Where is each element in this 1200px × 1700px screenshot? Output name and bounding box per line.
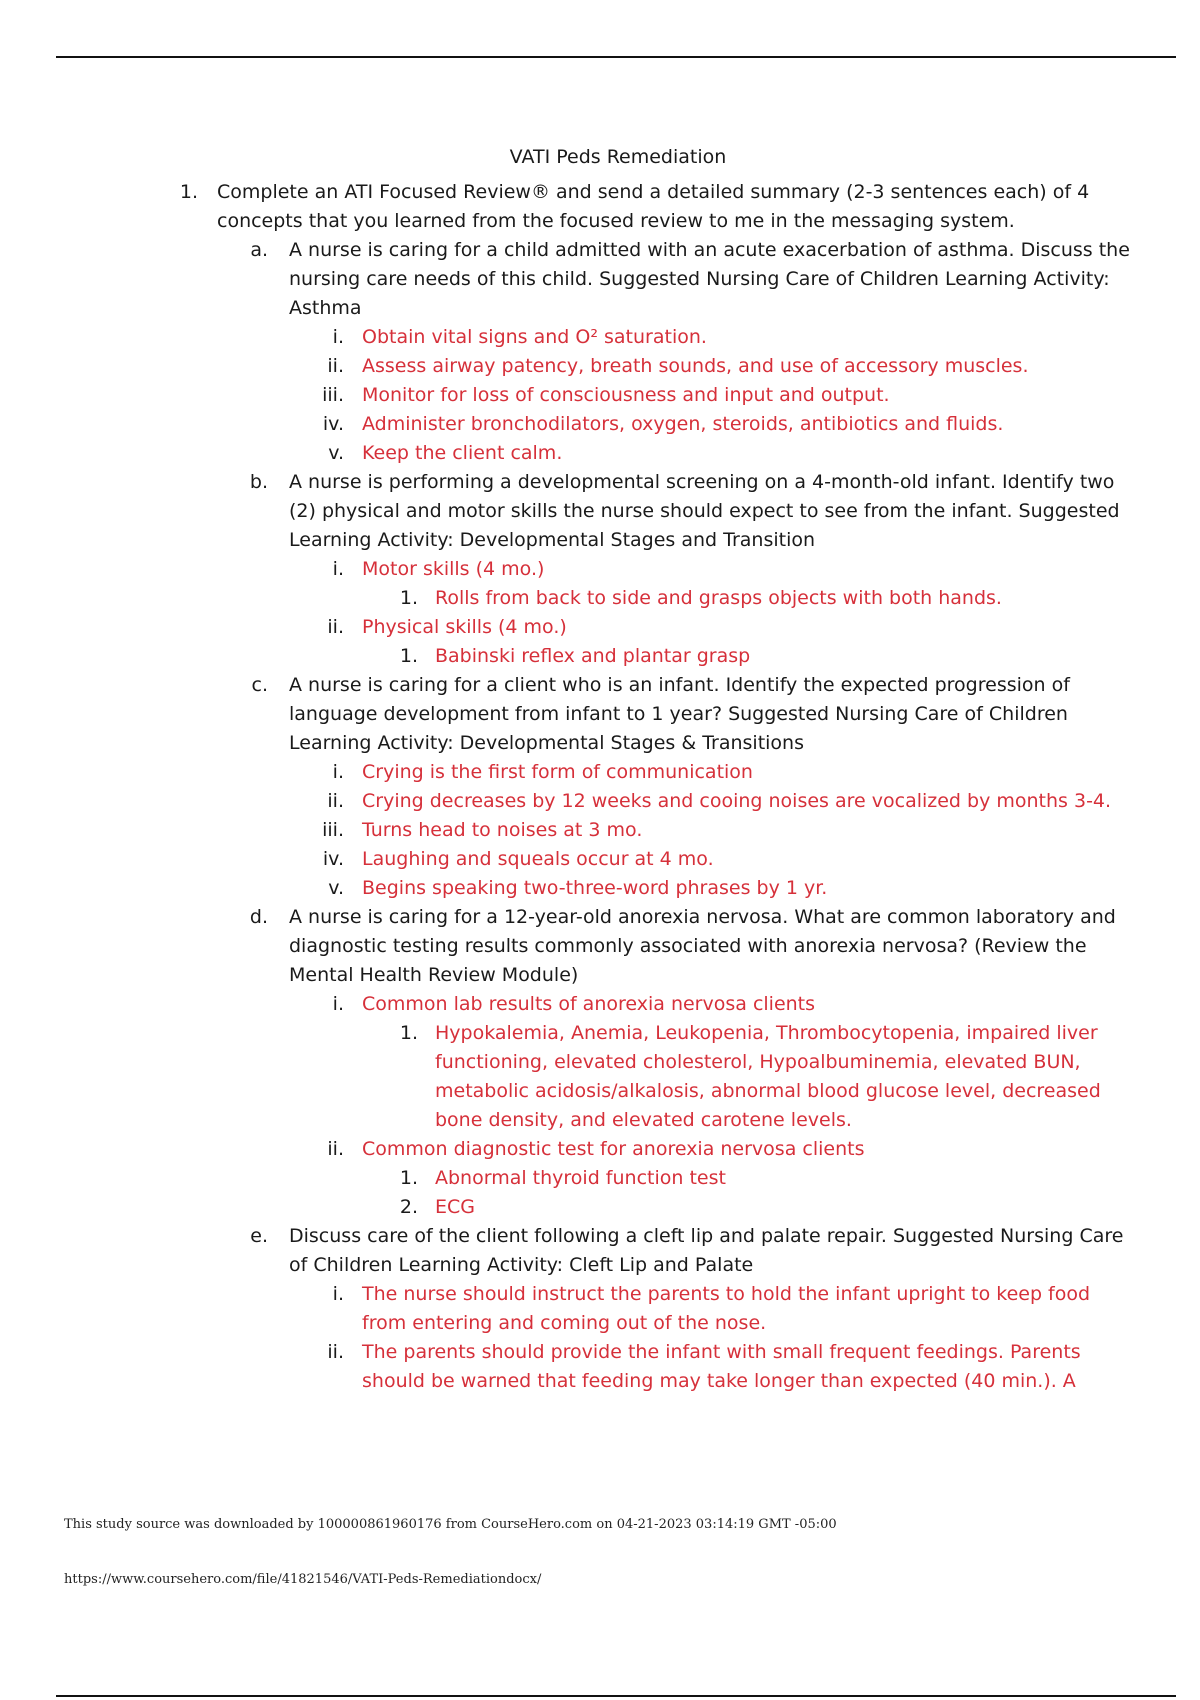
document-title: VATI Peds Remediation <box>509 146 727 168</box>
question-line: Mental Health Review Module) <box>289 964 579 986</box>
answer-text: Turns head to noises at 3 mo. <box>362 819 643 841</box>
answer-marker: i. <box>332 761 344 783</box>
top-rule <box>56 56 1176 58</box>
answer-marker: ii. <box>327 1341 344 1363</box>
answer-text: Keep the client calm. <box>362 442 563 464</box>
sub-answer-text: Rolls from back to side and grasps objects with both hands. <box>435 587 1002 609</box>
sub-answer-marker: 1. <box>399 587 418 609</box>
sub-answer-text: metabolic acidosis/alkalosis, abnormal blood glucose level, decreased <box>435 1080 1101 1102</box>
sub-answer-marker: 2. <box>399 1196 418 1218</box>
sub-answer-marker: 1. <box>399 645 418 667</box>
answer-text: Motor skills (4 mo.) <box>362 558 545 580</box>
question-line: A nurse is caring for a 12-year-old anorexia nervosa. What are common laboratory and <box>289 906 1116 928</box>
question-marker: a. <box>250 239 268 261</box>
answer-marker: iii. <box>322 384 344 406</box>
answer-marker: iii. <box>322 819 344 841</box>
answer-text: Begins speaking two-three-word phrases by 1 yr. <box>362 877 828 899</box>
answer-text: Obtain vital signs and O² saturation. <box>362 326 707 348</box>
answer-text: Crying decreases by 12 weeks and cooing noises are vocalized by months 3-4. <box>362 790 1112 812</box>
download-source-notice: This study source was downloaded by 100000861960176 from CourseHero.com on 04-21-2023 03:14:19 GMT -05:00 <box>64 1517 837 1532</box>
answer-text: The parents should provide the infant with small frequent feedings. Parents <box>362 1341 1081 1363</box>
sub-answer-text: ECG <box>435 1196 475 1218</box>
answer-marker: i. <box>332 326 344 348</box>
sub-answer-text: Abnormal thyroid function test <box>435 1167 726 1189</box>
answer-marker: iv. <box>322 413 344 435</box>
question-line: A nurse is performing a developmental screening on a 4-month-old infant. Identify two <box>289 471 1115 493</box>
question-line: language development from infant to 1 year? Suggested Nursing Care of Children <box>289 703 1068 725</box>
answer-marker: ii. <box>327 1138 344 1160</box>
answer-marker: ii. <box>327 355 344 377</box>
answer-text: Crying is the first form of communication <box>362 761 753 783</box>
question-line: diagnostic testing results commonly associated with anorexia nervosa? (Review the <box>289 935 1087 957</box>
answer-marker: iv. <box>322 848 344 870</box>
answer-marker: i. <box>332 558 344 580</box>
sub-answer-marker: 1. <box>399 1167 418 1189</box>
answer-marker: v. <box>328 877 344 899</box>
answer-text: Common diagnostic test for anorexia nervosa clients <box>362 1138 865 1160</box>
answer-marker: i. <box>332 1283 344 1305</box>
question-line: A nurse is caring for a child admitted with an acute exacerbation of asthma. Discuss the <box>289 239 1130 261</box>
answer-marker: ii. <box>327 790 344 812</box>
sub-answer-marker: 1. <box>399 1022 418 1044</box>
sub-answer-text: bone density, and elevated carotene levels. <box>435 1109 852 1131</box>
question-line: Learning Activity: Developmental Stages and Transition <box>289 529 816 551</box>
answer-text: Physical skills (4 mo.) <box>362 616 567 638</box>
question-marker: e. <box>250 1225 268 1247</box>
answer-marker: i. <box>332 993 344 1015</box>
answer-text: Laughing and squeals occur at 4 mo. <box>362 848 714 870</box>
sub-answer-text: functioning, elevated cholesterol, Hypoalbuminemia, elevated BUN, <box>435 1051 1081 1073</box>
question-line: Asthma <box>289 297 362 319</box>
answer-text: The nurse should instruct the parents to hold the infant upright to keep food <box>362 1283 1091 1305</box>
question-line: of Children Learning Activity: Cleft Lip and Palate <box>289 1254 754 1276</box>
question-marker: c. <box>251 674 268 696</box>
question-line: (2) physical and motor skills the nurse should expect to see from the infant. Suggested <box>289 500 1120 522</box>
question-line: Discuss care of the client following a cleft lip and palate repair. Suggested Nursing Care <box>289 1225 1124 1247</box>
question-line: A nurse is caring for a client who is an infant. Identify the expected progression of <box>289 674 1070 696</box>
sub-answer-text: Hypokalemia, Anemia, Leukopenia, Thrombocytopenia, impaired liver <box>435 1022 1098 1044</box>
question-line: Learning Activity: Developmental Stages & Transitions <box>289 732 804 754</box>
bottom-rule <box>56 1695 1176 1697</box>
answer-marker: ii. <box>327 616 344 638</box>
sub-answer-text: Babinski reflex and plantar grasp <box>435 645 751 667</box>
question-line: nursing care needs of this child. Suggested Nursing Care of Children Learning Activity: <box>289 268 1110 290</box>
answer-text: Administer bronchodilators, oxygen, steroids, antibiotics and fluids. <box>362 413 1004 435</box>
answer-text: from entering and coming out of the nose. <box>362 1312 767 1334</box>
question-marker: b. <box>249 471 268 493</box>
answer-marker: v. <box>328 442 344 464</box>
item-text-line: Complete an ATI Focused Review® and send a detailed summary (2-3 sentences each) of 4 <box>217 181 1090 203</box>
answer-text: Common lab results of anorexia nervosa clients <box>362 993 816 1015</box>
question-marker: d. <box>249 906 268 928</box>
item-marker: 1. <box>179 181 198 203</box>
answer-text: Monitor for loss of consciousness and input and output. <box>362 384 890 406</box>
answer-text: should be warned that feeding may take longer than expected (40 min.). A <box>362 1370 1076 1392</box>
item-text-line: concepts that you learned from the focused review to me in the messaging system. <box>217 210 1015 232</box>
answer-text: Assess airway patency, breath sounds, and use of accessory muscles. <box>362 355 1029 377</box>
source-url[interactable]: https://www.coursehero.com/file/41821546/VATI-Peds-Remediationdocx/ <box>64 1572 542 1587</box>
